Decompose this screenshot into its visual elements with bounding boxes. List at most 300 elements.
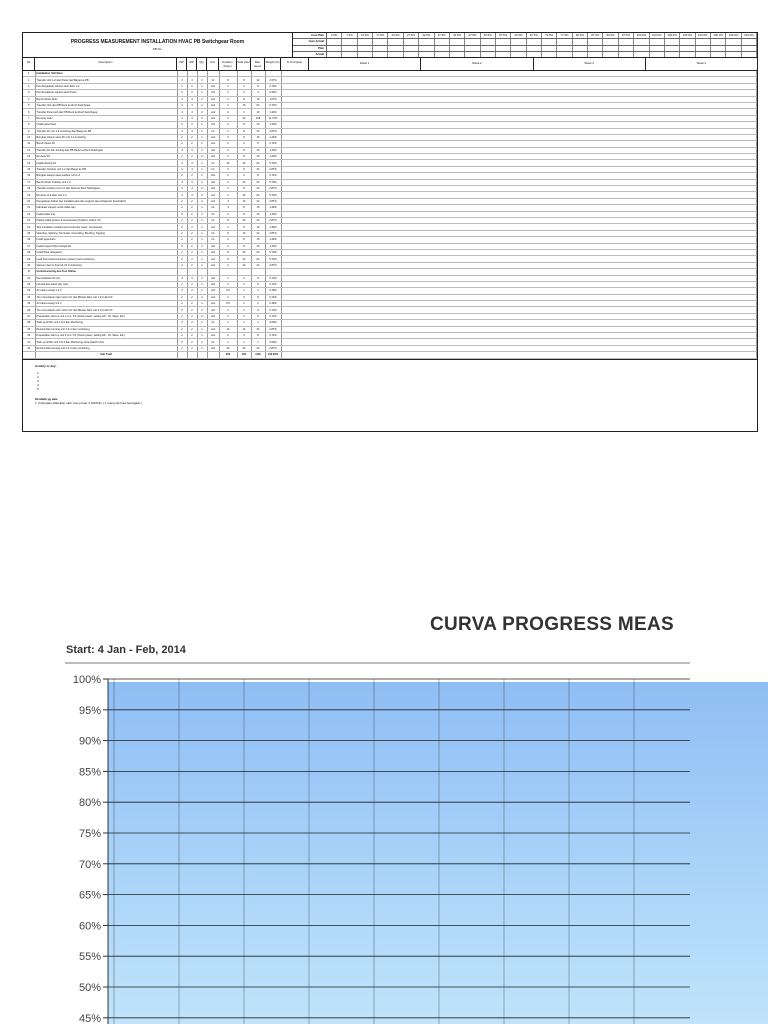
plan-cell: [435, 46, 450, 51]
table-cell: 4: [187, 186, 197, 192]
plan-cell: [742, 52, 757, 57]
header-cell: Unit: [207, 58, 219, 70]
table-cell: 64: [251, 256, 265, 262]
table-cell: 32: [251, 262, 265, 268]
note-item: 1.: [37, 370, 40, 375]
table-cell: 16: [251, 96, 265, 102]
table-cell: 1: [197, 211, 207, 217]
table-cell: 16: [237, 192, 251, 198]
table-cell: 4: [177, 186, 187, 192]
plan-cell: [542, 39, 557, 44]
table-cell: 2: [251, 288, 265, 294]
plan-cell: [496, 39, 511, 44]
table-cell: 32: [251, 198, 265, 204]
table-cell: 0.18%: [265, 301, 281, 307]
week-header: Week 2: [421, 58, 533, 70]
table-header: [23, 58, 757, 71]
table-cell: 2: [187, 122, 197, 128]
table-cell: 2: [219, 173, 237, 179]
table-cell: 2: [187, 237, 197, 243]
table-cell: 8: [251, 294, 265, 300]
plan-cell: [726, 52, 741, 57]
table-cell: 2: [177, 230, 187, 236]
table-cell: 1: [219, 90, 237, 96]
table-cell: 4: [187, 128, 197, 134]
table-cell: 16: [219, 160, 237, 166]
table-cell: 28: [23, 249, 35, 255]
table-cell: Leak Test (interconnection system) and monitoring: [35, 256, 177, 262]
table-cell: 1: [237, 288, 251, 294]
table-cell: 4: [219, 198, 237, 204]
plan-cell: [680, 52, 695, 57]
table-cell: 100.00%: [265, 352, 281, 358]
plan-cell: [358, 46, 373, 51]
plan-cell: [680, 39, 695, 44]
table-cell: 4: [237, 294, 251, 300]
table-cell: 2: [187, 333, 197, 339]
table-cell: [187, 352, 197, 358]
plan-cell: [588, 52, 603, 57]
table-cell: 0.36%: [265, 90, 281, 96]
table-cell: 2: [177, 345, 187, 351]
table-cell: 8: [237, 211, 251, 217]
table-cell: 16: [251, 224, 265, 230]
table-cell: 464: [237, 352, 251, 358]
table-cell: Pembongkaran saluran duct AHU 1-2: [35, 83, 177, 89]
table-cell: Internal test panel (dry test): [35, 281, 177, 287]
table-cell: 2: [177, 205, 187, 211]
plan-cell: [650, 46, 665, 51]
table-cell: Re-Assy Out door unit 1-2: [35, 192, 177, 198]
table-cell: unit: [207, 154, 219, 160]
table-cell: unit: [207, 192, 219, 198]
plan-cell: 97.5%: [619, 33, 634, 38]
table-cell: 2: [177, 256, 187, 262]
table-cell: 2.87%: [265, 345, 281, 351]
table-cell: 1: [219, 339, 237, 345]
plan-cell: [404, 39, 419, 44]
table-cell: unit: [207, 198, 219, 204]
table-cell: 2: [197, 154, 207, 160]
y-tick-label: 90%: [78, 735, 101, 748]
plan-cell: [588, 39, 603, 44]
table-cell: 2: [197, 294, 207, 300]
table-cell: Bongkar saluran atas outdoor unit 1-2: [35, 173, 177, 179]
table-cell: 2: [187, 256, 197, 262]
table-cell: 33: [23, 288, 35, 294]
table-cell: 4: [187, 147, 197, 153]
table-cell: 2.87%: [265, 326, 281, 332]
plan-cell: [634, 39, 649, 44]
table-cell: 1116: [251, 352, 265, 358]
table-cell: 2: [177, 339, 187, 345]
plan-cell: [696, 52, 711, 57]
table-cell: Sub Total: [35, 352, 177, 358]
table-cell: 5: [23, 102, 35, 108]
table-cell: 8: [251, 275, 265, 281]
week-header: Week 4: [696, 61, 707, 65]
table-cell: 2: [177, 237, 187, 243]
table-cell: lot: [207, 211, 219, 217]
sheet-title-row: [23, 33, 757, 58]
table-cell: 0.18%: [265, 288, 281, 294]
table-cell: 1: [197, 160, 207, 166]
header-cell: Man Hours: [251, 58, 265, 70]
table-cell: 2: [187, 288, 197, 294]
header-cell: OIP: [187, 58, 197, 70]
table-cell: 11.47%: [265, 115, 281, 121]
table-cell: 4: [187, 96, 197, 102]
plan-cell: [373, 46, 388, 51]
plan-cell: [419, 46, 434, 51]
table-cell: 2: [177, 224, 187, 230]
table-cell: 2.87%: [265, 166, 281, 172]
plan-cell: 100.0%: [742, 33, 757, 38]
table-cell: Pemeriksaan kit unit: [35, 275, 177, 281]
note-item: 3.: [37, 378, 40, 383]
plan-cell: [342, 39, 357, 44]
plan-cell: [557, 52, 572, 57]
table-cell: 1: [251, 320, 265, 326]
table-cell: 2: [177, 333, 187, 339]
table-cell: 22: [23, 211, 35, 217]
plan-cell: [450, 52, 465, 57]
table-cell: 2: [187, 326, 197, 332]
table-cell: unit: [207, 147, 219, 153]
table-cell: 4: [177, 166, 187, 172]
table-cell: 0.5: [219, 301, 237, 307]
table-cell: 0.5: [219, 288, 237, 294]
y-tick-label: 60%: [78, 920, 101, 933]
table-cell: 1: [197, 224, 207, 230]
table-cell: 4: [237, 275, 251, 281]
table-cell: 16: [251, 154, 265, 160]
plan-cell: 27.5%: [404, 33, 419, 38]
table-cell: Bench Down AHU: [35, 96, 177, 102]
table-cell: 30: [23, 262, 35, 268]
table-cell: 2.87%: [265, 128, 281, 134]
progress-sheet: [22, 32, 758, 432]
table-cell: 16: [219, 326, 237, 332]
table-cell: Transfer Panel unit dari PB Deck ke Roof Switchgear: [35, 109, 177, 115]
plan-cell: [465, 52, 480, 57]
table-cell: 2: [219, 294, 237, 300]
plan-cell: [711, 39, 726, 44]
table-cell: 1.43%: [265, 237, 281, 243]
table-cell: 1: [197, 262, 207, 268]
table-cell: unit: [207, 186, 219, 192]
table-cell: 8: [237, 134, 251, 140]
table-cell: Vacuum dan isi freon R-22 (monitoring): [35, 262, 177, 268]
table-cell: 1: [197, 147, 207, 153]
table-cell: 2: [187, 83, 197, 89]
table-cell: 0.72%: [265, 141, 281, 147]
table-cell: 8: [237, 166, 251, 172]
table-cell: 4: [187, 77, 197, 83]
table-cell: Install ducting FF: [35, 160, 177, 166]
table-cell: 13: [23, 154, 35, 160]
table-cell: 8: [237, 224, 251, 230]
table-cell: 1.43%: [265, 205, 281, 211]
header-cell: OIP: [177, 58, 187, 70]
plan-cell: [435, 52, 450, 57]
plan-cell: [603, 39, 618, 44]
plan-cell: [557, 39, 572, 44]
table-cell: 16: [237, 198, 251, 204]
plan-cell: [680, 46, 695, 51]
kendala-title: Kendala yg ada:: [35, 396, 59, 401]
table-cell: 32: [237, 249, 251, 255]
table-cell: Install cable tray: [35, 211, 177, 217]
table-cell: 2: [219, 83, 237, 89]
table-cell: Fabrikasi support untuk cable tray: [35, 205, 177, 211]
plan-cell: [634, 52, 649, 57]
table-cell: 4: [177, 115, 187, 121]
table-cell: unit: [207, 333, 219, 339]
plan-cell: [481, 39, 496, 44]
table-cell: 32: [251, 230, 265, 236]
table-cell: Bongkar saluran atas FF unit 1-2 & ducting: [35, 134, 177, 140]
table-cell: 4: [23, 96, 35, 102]
table-cell: 1.07%: [265, 96, 281, 102]
table-cell: 14: [23, 160, 35, 166]
header-cell: No: [23, 58, 35, 70]
table-cell: Start up HVAC unit 3 & 4 dan Monitoring serta Switch Over: [35, 339, 177, 345]
table-cell: 2: [219, 307, 237, 313]
plan-summary: [293, 33, 757, 57]
table-cell: 2: [187, 198, 197, 204]
table-cell: Transfer outdoor unit 1-2 dari Deck ke Roof Switchgear: [35, 186, 177, 192]
table-cell: 8: [237, 77, 251, 83]
table-cell: unit: [207, 301, 219, 307]
table-cell: 4: [219, 262, 237, 268]
table-cell: 1: [251, 339, 265, 345]
table-cell: 0.09%: [265, 339, 281, 345]
table-cell: 8: [251, 173, 265, 179]
table-cell: 32: [237, 256, 251, 262]
table-cell: 4: [187, 275, 197, 281]
table-cell: Tim unit pulasan dari motor CU dan Blower AHU unit 3 & 4 dan FF: [35, 307, 177, 313]
table-cell: 12: [23, 147, 35, 153]
table-cell: 4: [219, 128, 237, 134]
plan-cell: 100.0%: [650, 33, 665, 38]
table-cell: 24: [23, 224, 35, 230]
table-cell: 2: [187, 307, 197, 313]
plan-cell: [327, 46, 342, 51]
table-cell: unit: [207, 96, 219, 102]
plan-label: Actual: [293, 52, 327, 57]
table-cell: 5.73%: [265, 102, 281, 108]
plan-cell: [650, 52, 665, 57]
table-cell: 2: [177, 262, 187, 268]
y-tick-label: 50%: [78, 982, 101, 994]
table-cell: Re-Assy FF: [35, 154, 177, 160]
plan-cell: [358, 52, 373, 57]
table-cell: lot: [207, 339, 219, 345]
table-cell: 32: [251, 186, 265, 192]
table-cell: 16: [237, 217, 251, 223]
table-cell: 2: [23, 83, 35, 89]
table-cell: Installation Unit Baru: [35, 71, 177, 77]
table-cell: I: [23, 71, 35, 77]
table-cell: Pembongkaran saluran duct Panel: [35, 90, 177, 96]
table-cell: 37: [23, 313, 35, 319]
table-cell: 1: [197, 134, 207, 140]
plan-cell: [496, 46, 511, 51]
table-cell: 2: [177, 320, 187, 326]
table-cell: 0.72%: [265, 275, 281, 281]
table-cell: 2: [177, 141, 187, 147]
table-cell: 16: [251, 205, 265, 211]
chart-plot: [0, 600, 768, 1024]
table-cell: 2: [177, 294, 187, 300]
table-cell: 1: [219, 275, 237, 281]
plan-cell: [742, 46, 757, 51]
table-cell: [207, 352, 219, 358]
table-cell: 2: [187, 173, 197, 179]
plan-cell: [388, 52, 403, 57]
table-cell: 4: [219, 205, 237, 211]
plan-cell: [465, 46, 480, 51]
note-item: 5.: [37, 386, 40, 391]
table-cell: 2: [187, 217, 197, 223]
table-cell: 8: [219, 249, 237, 255]
plan-cell: [527, 39, 542, 44]
table-cell: 38: [23, 320, 35, 326]
plan-cell: 12.5%: [358, 33, 373, 38]
table-cell: 36: [23, 307, 35, 313]
plan-cell: 22.5%: [388, 33, 403, 38]
table-cell: 64: [251, 249, 265, 255]
table-cell: Pengelasan bahan dan installasi pipa dan support pipa refrigerant (kontraktor): [35, 198, 177, 204]
table-cell: 2: [177, 243, 187, 249]
table-cell: 1: [197, 281, 207, 287]
table-cell: lot: [207, 320, 219, 326]
table-cell: Install pipa drain: [35, 237, 177, 243]
table-cell: unit: [207, 326, 219, 332]
plan-cell: [619, 46, 634, 51]
header-cell: Description: [35, 58, 177, 70]
table-cell: 64: [251, 179, 265, 185]
table-cell: 16: [251, 237, 265, 243]
table-cell: 2: [197, 109, 207, 115]
table-cell: 1: [197, 83, 207, 89]
notes-title: Activity to day:: [35, 363, 57, 368]
table-cell: 0.72%: [265, 333, 281, 339]
table-cell: lot: [207, 230, 219, 236]
table-cell: 4: [219, 237, 237, 243]
table-cell: 32: [251, 217, 265, 223]
plan-cell: 17.5%: [373, 33, 388, 38]
table-cell: 8: [251, 83, 265, 89]
table-cell: 5.73%: [265, 249, 281, 255]
header-cell: Weight (%): [265, 58, 281, 70]
plan-cell: [588, 46, 603, 51]
table-cell: 2: [177, 173, 187, 179]
table-cell: 4: [187, 179, 197, 185]
table-cell: 2: [187, 134, 197, 140]
table-cell: 1.43%: [265, 122, 281, 128]
table-cell: unit: [207, 122, 219, 128]
table-cell: 2: [187, 154, 197, 160]
table-cell: Tim unit pulasan dari motor CU dan Blower AHU unit 1 & 2 dan FF: [35, 294, 177, 300]
table-cell: 2: [187, 320, 197, 326]
table-cell: 2: [197, 179, 207, 185]
table-cell: unit: [207, 256, 219, 262]
plan-cell: [711, 46, 726, 51]
table-cell: 16: [237, 102, 251, 108]
plan-cell: [650, 39, 665, 44]
table-cell: 2: [177, 198, 187, 204]
plan-cell: [388, 39, 403, 44]
table-cell: 8: [251, 307, 265, 313]
table-cell: 31: [23, 275, 35, 281]
table-cell: 18: [23, 186, 35, 192]
kendala-text: 1. Pekerjaan dilakukan oleh man power 3 ORANG ( 1 orang tdk bisa berangkat ): [35, 400, 142, 405]
plan-cell: [404, 46, 419, 51]
table-cell: 6: [23, 109, 35, 115]
table-cell: 2: [197, 122, 207, 128]
table-cell: 4: [177, 109, 187, 115]
table-cell: 5.73%: [265, 256, 281, 262]
table-cell: Install support Pipa refrigerant: [35, 243, 177, 249]
note-item: 2.: [37, 374, 40, 379]
sheet-title-box: [23, 33, 293, 57]
table-cell: 2: [187, 141, 197, 147]
plan-cell: [373, 39, 388, 44]
table-cell: 1: [197, 77, 207, 83]
table-cell: 4: [237, 313, 251, 319]
plan-cell: [726, 39, 741, 44]
table-cell: Preparation start up unit 1 & 2 / FF (check power, setting HP - LP, Valve, Etc): [35, 313, 177, 319]
table-cell: 32: [237, 115, 251, 121]
plan-cell: 7.5%: [342, 33, 357, 38]
plan-cell: [419, 52, 434, 57]
plan-cell: 77.5%: [557, 33, 572, 38]
table-cell: 2: [187, 211, 197, 217]
table-cell: 1: [197, 237, 207, 243]
table-cell: 8: [251, 333, 265, 339]
table-cell: 3: [23, 90, 35, 96]
plan-cell: 57.5%: [496, 33, 511, 38]
table-cell: 2: [177, 326, 187, 332]
table-cell: 5.73%: [265, 160, 281, 166]
table-cell: 17: [23, 179, 35, 185]
plan-cell: 42.5%: [450, 33, 465, 38]
table-cell: lot: [207, 128, 219, 134]
table-cell: Preparation start up unit 3 & 4 / FF (check power, setting HP - LP, Valve, Etc): [35, 333, 177, 339]
table-cell: 4: [177, 275, 187, 281]
table-cell: 4: [219, 224, 237, 230]
table-cell: 2: [187, 205, 197, 211]
notes-list: [37, 371, 745, 391]
table-cell: 8: [237, 237, 251, 243]
table-cell: 8: [237, 205, 251, 211]
table-cell: 2: [187, 313, 197, 319]
table-cell: 1.43%: [265, 224, 281, 230]
table-cell: 7: [23, 115, 35, 121]
plan-cell: [696, 46, 711, 51]
plan-cell: [527, 46, 542, 51]
table-cell: 4: [187, 109, 197, 115]
table-cell: 2: [187, 345, 197, 351]
table-cell: 4: [219, 147, 237, 153]
table-cell: 4: [177, 192, 187, 198]
table-cell: 1: [197, 320, 207, 326]
table-cell: 5.73%: [265, 192, 281, 198]
table-cell: [177, 352, 187, 358]
plan-cell: [419, 39, 434, 44]
